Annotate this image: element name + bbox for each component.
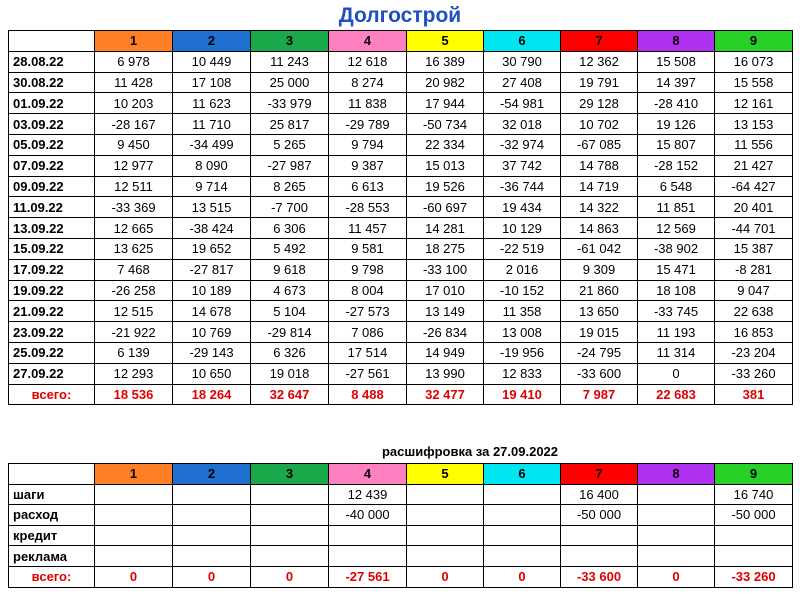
row-label: 11.09.22 xyxy=(9,197,95,218)
column-header-5: 5 xyxy=(407,31,484,52)
column-header-7: 7 xyxy=(561,31,638,52)
table-row xyxy=(9,93,793,114)
value-cell: 21 860 xyxy=(561,280,638,301)
row-label: 07.09.22 xyxy=(9,155,95,176)
value-cell: 13 625 xyxy=(95,238,173,259)
value-cell: 10 203 xyxy=(95,93,173,114)
value-cell: 5 492 xyxy=(251,238,329,259)
value-cell: 19 015 xyxy=(561,322,638,343)
value-cell xyxy=(407,484,484,505)
value-cell: 6 613 xyxy=(329,176,407,197)
column-header-8: 8 xyxy=(638,464,715,485)
total-cell: 0 xyxy=(95,566,173,587)
value-cell: 9 714 xyxy=(173,176,251,197)
value-cell: 13 008 xyxy=(484,322,561,343)
value-cell: 9 387 xyxy=(329,155,407,176)
value-cell: 27 408 xyxy=(484,72,561,93)
value-cell: -54 981 xyxy=(484,93,561,114)
value-cell: 16 400 xyxy=(561,484,638,505)
value-cell xyxy=(173,525,251,546)
value-cell: 22 638 xyxy=(715,301,793,322)
column-header-1: 1 xyxy=(95,31,173,52)
value-cell: 17 108 xyxy=(173,72,251,93)
table-row xyxy=(9,51,793,72)
table-row xyxy=(9,197,793,218)
value-cell: 12 977 xyxy=(95,155,173,176)
value-cell: 9 047 xyxy=(715,280,793,301)
value-cell: 18 108 xyxy=(638,280,715,301)
row-label: 17.09.22 xyxy=(9,259,95,280)
value-cell xyxy=(95,505,173,526)
value-cell: 8 090 xyxy=(173,155,251,176)
value-cell xyxy=(95,525,173,546)
column-header-3: 3 xyxy=(251,31,329,52)
value-cell: 6 326 xyxy=(251,342,329,363)
value-cell: -29 814 xyxy=(251,322,329,343)
total-cell: 8 488 xyxy=(329,384,407,405)
column-header-8: 8 xyxy=(638,31,715,52)
value-cell xyxy=(251,484,329,505)
value-cell: -10 152 xyxy=(484,280,561,301)
column-header-2: 2 xyxy=(173,31,251,52)
value-cell: 18 275 xyxy=(407,238,484,259)
row-label: 27.09.22 xyxy=(9,363,95,384)
value-cell: 12 569 xyxy=(638,218,715,239)
value-cell: 20 982 xyxy=(407,72,484,93)
row-label: 30.08.22 xyxy=(9,72,95,93)
value-cell: -33 260 xyxy=(715,363,793,384)
value-cell: 13 515 xyxy=(173,197,251,218)
detail-table xyxy=(8,463,793,588)
value-cell xyxy=(484,546,561,567)
value-cell: 17 514 xyxy=(329,342,407,363)
value-cell: 12 511 xyxy=(95,176,173,197)
value-cell: 10 650 xyxy=(173,363,251,384)
table-row xyxy=(9,280,793,301)
value-cell xyxy=(173,546,251,567)
value-cell xyxy=(638,505,715,526)
value-cell xyxy=(407,525,484,546)
value-cell: 20 401 xyxy=(715,197,793,218)
value-cell: 15 807 xyxy=(638,134,715,155)
value-cell: 16 853 xyxy=(715,322,793,343)
value-cell: -44 701 xyxy=(715,218,793,239)
value-cell: 19 126 xyxy=(638,114,715,135)
total-cell: 7 987 xyxy=(561,384,638,405)
table-row xyxy=(9,238,793,259)
value-cell: 12 515 xyxy=(95,301,173,322)
value-cell: -27 817 xyxy=(173,259,251,280)
value-cell: -8 281 xyxy=(715,259,793,280)
value-cell: 14 397 xyxy=(638,72,715,93)
row-label: 09.09.22 xyxy=(9,176,95,197)
value-cell xyxy=(484,525,561,546)
value-cell: 15 471 xyxy=(638,259,715,280)
value-cell: 9 798 xyxy=(329,259,407,280)
column-header-9: 9 xyxy=(715,31,793,52)
row-label: 13.09.22 xyxy=(9,218,95,239)
total-cell: -33 600 xyxy=(561,566,638,587)
column-header-1: 1 xyxy=(95,464,173,485)
value-cell xyxy=(715,546,793,567)
value-cell: 12 618 xyxy=(329,51,407,72)
value-cell: 12 161 xyxy=(715,93,793,114)
column-header-9: 9 xyxy=(715,464,793,485)
column-header-4: 4 xyxy=(329,464,407,485)
value-cell: 15 387 xyxy=(715,238,793,259)
value-cell: 0 xyxy=(638,363,715,384)
value-cell: -19 956 xyxy=(484,342,561,363)
value-cell: 13 149 xyxy=(407,301,484,322)
value-cell xyxy=(251,546,329,567)
row-label: 21.09.22 xyxy=(9,301,95,322)
value-cell: 14 949 xyxy=(407,342,484,363)
value-cell: 11 243 xyxy=(251,51,329,72)
total-cell: 32 647 xyxy=(251,384,329,405)
value-cell: -61 042 xyxy=(561,238,638,259)
column-header-3: 3 xyxy=(251,464,329,485)
value-cell: 14 281 xyxy=(407,218,484,239)
value-cell: 10 769 xyxy=(173,322,251,343)
total-cell: 22 683 xyxy=(638,384,715,405)
value-cell: -27 573 xyxy=(329,301,407,322)
column-header-2: 2 xyxy=(173,464,251,485)
table-row xyxy=(9,259,793,280)
value-cell: 11 428 xyxy=(95,72,173,93)
value-cell xyxy=(484,484,561,505)
detail-title: расшифровка за 27.09.2022 xyxy=(381,444,559,459)
total-cell: 0 xyxy=(251,566,329,587)
value-cell: 22 334 xyxy=(407,134,484,155)
value-cell: 9 450 xyxy=(95,134,173,155)
value-cell xyxy=(95,484,173,505)
value-cell: 12 293 xyxy=(95,363,173,384)
value-cell: -23 204 xyxy=(715,342,793,363)
total-cell: 0 xyxy=(173,566,251,587)
value-cell: 12 665 xyxy=(95,218,173,239)
table-row xyxy=(9,546,793,567)
value-cell: -33 100 xyxy=(407,259,484,280)
table-row xyxy=(9,525,793,546)
table-row xyxy=(9,114,793,135)
value-cell: 5 104 xyxy=(251,301,329,322)
total-cell: -33 260 xyxy=(715,566,793,587)
value-cell: 9 794 xyxy=(329,134,407,155)
corner-cell xyxy=(9,31,95,52)
value-cell: -38 424 xyxy=(173,218,251,239)
value-cell: 14 788 xyxy=(561,155,638,176)
value-cell: 10 129 xyxy=(484,218,561,239)
value-cell: -29 789 xyxy=(329,114,407,135)
table-row xyxy=(9,176,793,197)
value-cell: 25 000 xyxy=(251,72,329,93)
value-cell: 14 863 xyxy=(561,218,638,239)
value-cell: 15 558 xyxy=(715,72,793,93)
value-cell xyxy=(638,525,715,546)
value-cell: 9 581 xyxy=(329,238,407,259)
value-cell xyxy=(95,546,173,567)
total-cell: 0 xyxy=(638,566,715,587)
value-cell: 19 434 xyxy=(484,197,561,218)
value-cell xyxy=(407,546,484,567)
value-cell: 6 548 xyxy=(638,176,715,197)
value-cell: 15 508 xyxy=(638,51,715,72)
value-cell: -50 000 xyxy=(561,505,638,526)
value-cell: 11 358 xyxy=(484,301,561,322)
column-header-6: 6 xyxy=(484,31,561,52)
value-cell: 13 650 xyxy=(561,301,638,322)
value-cell: 9 618 xyxy=(251,259,329,280)
value-cell: 17 944 xyxy=(407,93,484,114)
column-header-6: 6 xyxy=(484,464,561,485)
total-cell: 32 477 xyxy=(407,384,484,405)
value-cell: 12 833 xyxy=(484,363,561,384)
corner-cell xyxy=(9,464,95,485)
value-cell: -38 902 xyxy=(638,238,715,259)
row-label: 28.08.22 xyxy=(9,51,95,72)
value-cell: 7 468 xyxy=(95,259,173,280)
value-cell: -26 258 xyxy=(95,280,173,301)
value-cell: -40 000 xyxy=(329,505,407,526)
value-cell: 37 742 xyxy=(484,155,561,176)
total-row xyxy=(9,566,793,587)
table-row xyxy=(9,363,793,384)
value-cell xyxy=(407,505,484,526)
value-cell: 11 710 xyxy=(173,114,251,135)
value-cell: 17 010 xyxy=(407,280,484,301)
page-title: Долгострой xyxy=(338,4,462,27)
value-cell: 11 457 xyxy=(329,218,407,239)
value-cell: -33 979 xyxy=(251,93,329,114)
value-cell: -28 167 xyxy=(95,114,173,135)
value-cell: 8 004 xyxy=(329,280,407,301)
table-row xyxy=(9,505,793,526)
table-row xyxy=(9,134,793,155)
value-cell: 19 652 xyxy=(173,238,251,259)
value-cell: -50 000 xyxy=(715,505,793,526)
value-cell: -28 410 xyxy=(638,93,715,114)
value-cell: -33 745 xyxy=(638,301,715,322)
value-cell: 2 016 xyxy=(484,259,561,280)
header-row xyxy=(9,464,793,485)
row-label: кредит xyxy=(9,525,95,546)
value-cell: 6 978 xyxy=(95,51,173,72)
total-cell: 18 536 xyxy=(95,384,173,405)
value-cell xyxy=(173,484,251,505)
total-label: всего: xyxy=(9,384,95,405)
value-cell: 10 189 xyxy=(173,280,251,301)
value-cell: 10 702 xyxy=(561,114,638,135)
value-cell: -26 834 xyxy=(407,322,484,343)
table-row xyxy=(9,218,793,239)
total-cell: -27 561 xyxy=(329,566,407,587)
value-cell xyxy=(251,505,329,526)
total-cell: 0 xyxy=(484,566,561,587)
value-cell: 16 389 xyxy=(407,51,484,72)
value-cell: 29 128 xyxy=(561,93,638,114)
value-cell xyxy=(173,505,251,526)
value-cell: 7 086 xyxy=(329,322,407,343)
value-cell: -64 427 xyxy=(715,176,793,197)
value-cell xyxy=(329,546,407,567)
value-cell xyxy=(329,525,407,546)
table-row xyxy=(9,484,793,505)
value-cell: 11 623 xyxy=(173,93,251,114)
row-label: 25.09.22 xyxy=(9,342,95,363)
value-cell: 13 153 xyxy=(715,114,793,135)
value-cell: -28 553 xyxy=(329,197,407,218)
row-label: 01.09.22 xyxy=(9,93,95,114)
value-cell: 19 018 xyxy=(251,363,329,384)
value-cell: -60 697 xyxy=(407,197,484,218)
value-cell: -22 519 xyxy=(484,238,561,259)
value-cell: -33 369 xyxy=(95,197,173,218)
main-table xyxy=(8,30,793,405)
value-cell: -29 143 xyxy=(173,342,251,363)
value-cell: 16 073 xyxy=(715,51,793,72)
value-cell: -27 561 xyxy=(329,363,407,384)
value-cell: 14 719 xyxy=(561,176,638,197)
row-label: 23.09.22 xyxy=(9,322,95,343)
value-cell: 11 314 xyxy=(638,342,715,363)
value-cell: -34 499 xyxy=(173,134,251,155)
value-cell xyxy=(561,525,638,546)
total-row xyxy=(9,384,793,405)
row-label: расход xyxy=(9,505,95,526)
table-row xyxy=(9,342,793,363)
value-cell: 19 791 xyxy=(561,72,638,93)
value-cell: 9 309 xyxy=(561,259,638,280)
value-cell: 6 306 xyxy=(251,218,329,239)
value-cell: 30 790 xyxy=(484,51,561,72)
row-label: 19.09.22 xyxy=(9,280,95,301)
row-label: 05.09.22 xyxy=(9,134,95,155)
value-cell: 13 990 xyxy=(407,363,484,384)
value-cell: -36 744 xyxy=(484,176,561,197)
value-cell: 6 139 xyxy=(95,342,173,363)
column-header-4: 4 xyxy=(329,31,407,52)
value-cell: -7 700 xyxy=(251,197,329,218)
value-cell: 25 817 xyxy=(251,114,329,135)
value-cell: -28 152 xyxy=(638,155,715,176)
row-label: 15.09.22 xyxy=(9,238,95,259)
header-row xyxy=(9,31,793,52)
value-cell: 4 673 xyxy=(251,280,329,301)
total-cell: 18 264 xyxy=(173,384,251,405)
value-cell: -50 734 xyxy=(407,114,484,135)
value-cell: 15 013 xyxy=(407,155,484,176)
value-cell: 8 274 xyxy=(329,72,407,93)
value-cell: 14 322 xyxy=(561,197,638,218)
row-label: шаги xyxy=(9,484,95,505)
value-cell: 14 678 xyxy=(173,301,251,322)
value-cell xyxy=(638,546,715,567)
value-cell: 32 018 xyxy=(484,114,561,135)
value-cell xyxy=(251,525,329,546)
value-cell: 11 851 xyxy=(638,197,715,218)
table-row xyxy=(9,155,793,176)
value-cell xyxy=(638,484,715,505)
value-cell xyxy=(715,525,793,546)
value-cell: 8 265 xyxy=(251,176,329,197)
total-label: всего: xyxy=(9,566,95,587)
value-cell: 5 265 xyxy=(251,134,329,155)
total-cell: 0 xyxy=(407,566,484,587)
value-cell: 10 449 xyxy=(173,51,251,72)
value-cell: 19 526 xyxy=(407,176,484,197)
value-cell: 11 193 xyxy=(638,322,715,343)
row-label: реклама xyxy=(9,546,95,567)
value-cell: -67 085 xyxy=(561,134,638,155)
value-cell: -32 974 xyxy=(484,134,561,155)
value-cell: 21 427 xyxy=(715,155,793,176)
table-row xyxy=(9,301,793,322)
column-header-7: 7 xyxy=(561,464,638,485)
table-row xyxy=(9,322,793,343)
row-label: 03.09.22 xyxy=(9,114,95,135)
column-header-5: 5 xyxy=(407,464,484,485)
value-cell: -27 987 xyxy=(251,155,329,176)
value-cell: -24 795 xyxy=(561,342,638,363)
value-cell: -33 600 xyxy=(561,363,638,384)
value-cell: 12 362 xyxy=(561,51,638,72)
table-row xyxy=(9,72,793,93)
value-cell xyxy=(484,505,561,526)
value-cell: 11 838 xyxy=(329,93,407,114)
value-cell: -21 922 xyxy=(95,322,173,343)
value-cell: 16 740 xyxy=(715,484,793,505)
value-cell xyxy=(561,546,638,567)
value-cell: 11 556 xyxy=(715,134,793,155)
total-cell: 19 410 xyxy=(484,384,561,405)
value-cell: 12 439 xyxy=(329,484,407,505)
total-cell: 381 xyxy=(715,384,793,405)
